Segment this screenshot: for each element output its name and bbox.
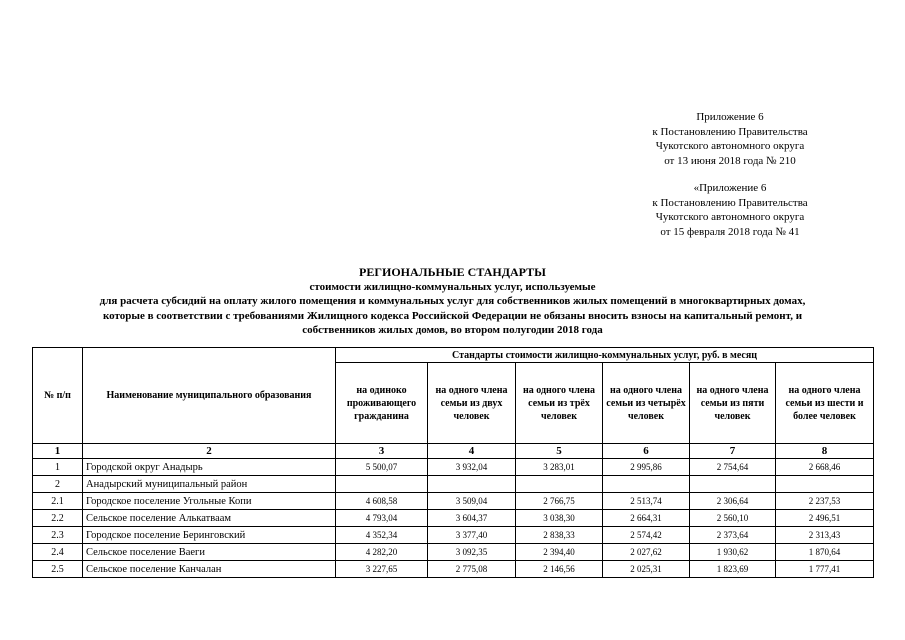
standard-value (516, 476, 603, 493)
standard-value: 2 146,56 (516, 561, 603, 578)
appendix-line: от 13 июня 2018 года № 210 (664, 154, 796, 167)
standard-value: 2 496,51 (776, 510, 874, 527)
standard-value: 2 027,62 (603, 544, 690, 561)
header-col: на одного члена семьи из двух человек (428, 363, 516, 444)
table-row (33, 544, 874, 561)
standard-value: 3 932,04 (428, 459, 516, 476)
standard-value: 2 313,43 (776, 527, 874, 544)
standard-value: 3 509,04 (428, 493, 516, 510)
standard-value: 2 775,08 (428, 561, 516, 578)
municipality-name: Анадырский муниципальный район (83, 476, 336, 493)
header-col: на одного члена семьи из трёх человек (516, 363, 603, 444)
standard-value: 4 608,58 (336, 493, 428, 510)
standard-value: 3 227,65 (336, 561, 428, 578)
standard-value: 1 930,62 (690, 544, 776, 561)
standard-value: 2 754,64 (690, 459, 776, 476)
row-number: 2.4 (33, 544, 83, 561)
standard-value (428, 476, 516, 493)
standard-value: 2 766,75 (516, 493, 603, 510)
column-number: 7 (690, 444, 776, 459)
title-line: собственников жилых домов, во втором полугодии 2018 года (302, 324, 603, 336)
header-group: Стандарты стоимости жилищно-коммунальных услуг, руб. в месяц (336, 348, 874, 363)
row-number: 2.1 (33, 493, 83, 510)
standard-value: 5 500,07 (336, 459, 428, 476)
standard-value: 2 560,10 (690, 510, 776, 527)
standard-value: 3 092,35 (428, 544, 516, 561)
standard-value: 2 574,42 (603, 527, 690, 544)
column-number: 3 (336, 444, 428, 459)
column-number: 8 (776, 444, 874, 459)
header-col: на одного члена семьи из пяти человек (690, 363, 776, 444)
municipality-name: Сельское поселение Канчалан (83, 561, 336, 578)
appendix-line: «Приложение 6 (693, 182, 767, 194)
header-name: Наименование муниципального образования (83, 348, 336, 444)
row-number: 2.2 (33, 510, 83, 527)
standard-value: 3 038,30 (516, 510, 603, 527)
column-number: 5 (516, 444, 603, 459)
appendix-line: Чукотского автономного округа (655, 140, 805, 152)
appendix-line: к Постановлению Правительства (652, 196, 808, 209)
municipality-name: Городское поселение Угольные Копи (83, 493, 336, 510)
standard-value: 2 306,64 (690, 493, 776, 510)
header-num: № п/п (33, 348, 83, 444)
column-number: 4 (428, 444, 516, 459)
standard-value: 1 777,41 (776, 561, 874, 578)
appendix-line: Чукотского автономного округа (655, 211, 805, 223)
standard-value: 2 995,86 (603, 459, 690, 476)
appendix-line: к Постановлению Правительства (652, 125, 808, 138)
title-line: стоимости жилищно-коммунальных услуг, используемые (309, 280, 596, 293)
title-line: для расчета субсидий на оплату жилого помещения и коммунальных услуг для собственников жилых помещений в многоквартирных домах, (99, 295, 806, 307)
header-col: на одиноко проживающего гражданина (336, 363, 428, 444)
appendix-line: Приложение 6 (696, 111, 764, 123)
column-number: 2 (83, 444, 336, 459)
document-title (0, 265, 905, 338)
standard-value: 3 377,40 (428, 527, 516, 544)
municipality-name: Сельское поселение Алькатваам (83, 510, 336, 527)
table-row (33, 527, 874, 544)
standard-value: 1 823,69 (690, 561, 776, 578)
row-number: 1 (33, 459, 83, 476)
standard-value: 2 373,64 (690, 527, 776, 544)
standard-value: 4 793,04 (336, 510, 428, 527)
standard-value: 3 283,01 (516, 459, 603, 476)
appendix-line: от 15 февраля 2018 года № 41 (660, 225, 800, 238)
row-number: 2.3 (33, 527, 83, 544)
table-row (33, 476, 874, 493)
standard-value: 4 352,34 (336, 527, 428, 544)
standard-value: 2 513,74 (603, 493, 690, 510)
municipality-name: Городское поселение Беринговский (83, 527, 336, 544)
title-main: РЕГИОНАЛЬНЫЕ СТАНДАРТЫ (359, 265, 546, 279)
standard-value: 2 664,31 (603, 510, 690, 527)
standard-value: 4 282,20 (336, 544, 428, 561)
table-row (33, 561, 874, 578)
row-number: 2.5 (33, 561, 83, 578)
standard-value: 1 870,64 (776, 544, 874, 561)
standard-value (603, 476, 690, 493)
standard-value (776, 476, 874, 493)
standard-value: 2 838,33 (516, 527, 603, 544)
standard-value: 2 237,53 (776, 493, 874, 510)
column-number: 1 (33, 444, 83, 459)
table-row (33, 510, 874, 527)
table-body (33, 459, 874, 578)
municipality-name: Городской округ Анадырь (83, 459, 336, 476)
header-col: на одного члена семьи из шести и более человек (776, 363, 874, 444)
standard-value (690, 476, 776, 493)
appendix-current (600, 110, 860, 168)
municipality-name: Сельское поселение Ваеги (83, 544, 336, 561)
standards-table (32, 347, 874, 578)
appendix-previous (600, 181, 860, 239)
table-row (33, 459, 874, 476)
table-row (33, 493, 874, 510)
row-number: 2 (33, 476, 83, 493)
standard-value: 2 668,46 (776, 459, 874, 476)
header-col: на одного члена семьи из четырёх человек (603, 363, 690, 444)
standard-value: 3 604,37 (428, 510, 516, 527)
standard-value (336, 476, 428, 493)
column-number: 6 (603, 444, 690, 459)
title-line: которые в соответствии с требованиями Жилищного кодекса Российской Федерации не обязаны вносить взносы на капитальный ремонт, и (102, 309, 803, 322)
standard-value: 2 025,31 (603, 561, 690, 578)
standard-value: 2 394,40 (516, 544, 603, 561)
